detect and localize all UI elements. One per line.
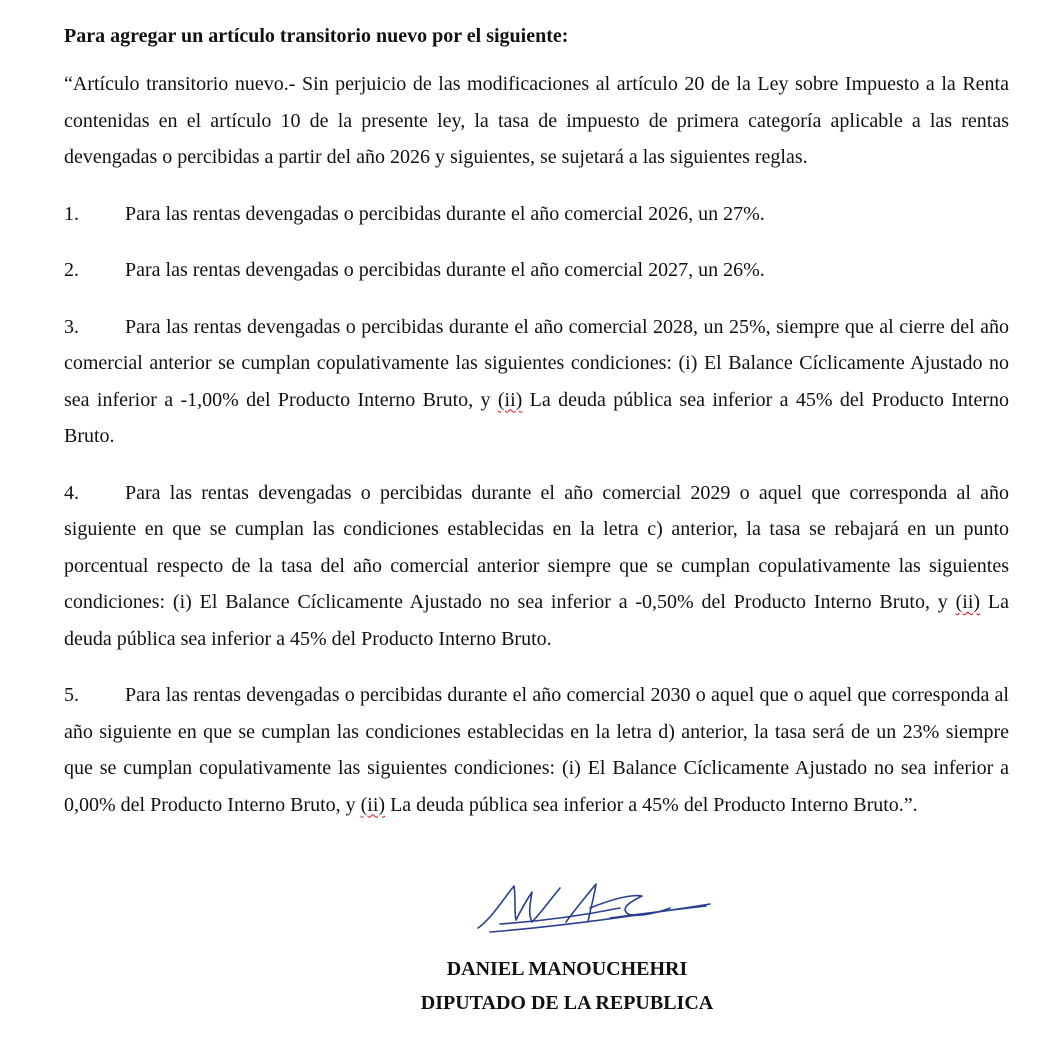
intro-paragraph: “Artículo transitorio nuevo.- Sin perjuicio de las modificaciones al artículo 20 de la Ley sobre Impuesto a la Renta contenidas en el artículo 10 de la presente ley, la tasa de impuesto de primera categoría aplicable a las rentas devengadas o percibidas a partir del año 2026 y siguientes, se sujetará a las siguientes reglas. bbox=[64, 73, 1009, 168]
document-heading: Para agregar un artículo transitorio nuevo por el siguiente: bbox=[64, 25, 569, 47]
rule-text-part-a: Para las rentas devengadas o percibidas durante el año comercial 2029 o aquel que corresponda al año siguiente en que se cumplan las condiciones establecidas en la letra c) anterior, la tasa se rebajará en un punto porcentual respecto de la tasa del año comercial anterior siempre que se cumplan copulativamente las siguientes condiciones: (i) El Balance Cíclicamente Ajustado no sea inferior a -0,50% del Producto Interno Bruto, y bbox=[64, 481, 1009, 613]
rule-number: 5. bbox=[64, 684, 79, 706]
spellcheck-marked-text: (ii) bbox=[360, 793, 386, 816]
rule-number: 3. bbox=[64, 315, 79, 338]
rule-item-3 bbox=[64, 309, 1009, 455]
rule-item-1 bbox=[64, 196, 1009, 233]
rule-text-part-b: La deuda pública sea inferior a 45% del Producto Interno Bruto. bbox=[64, 388, 1009, 447]
rule-item-2 bbox=[64, 252, 1009, 289]
rule-text: Para las rentas devengadas o percibidas durante el año comercial 2027, un 26%. bbox=[125, 259, 765, 281]
signature-block bbox=[0, 952, 1064, 1020]
signature-drawing bbox=[470, 878, 720, 948]
rule-text-part-a: Para las rentas devengadas o percibidas durante el año comercial 2030 o aquel que o aquel que corresponda al año siguiente en que se cumplan las condiciones establecidas en la letra d) anterior, la tasa será de un 23% siempre que se cumplan copulativamente las siguientes condiciones: (i) El Balance Cíclicamente Ajustado no sea inferior a 0,00% del Producto Interno Bruto, y bbox=[64, 684, 1009, 816]
rule-number: 2. bbox=[64, 259, 79, 281]
spellcheck-marked-text: (ii) bbox=[955, 591, 981, 613]
signer-name: DANIEL MANOUCHEHRI bbox=[446, 958, 688, 980]
rule-text-part-b: La deuda pública sea inferior a 45% del Producto Interno Bruto. bbox=[64, 591, 1009, 650]
handwritten-signature bbox=[470, 878, 720, 948]
rule-number: 1. bbox=[64, 202, 79, 225]
spellcheck-marked-text: (ii) bbox=[497, 388, 523, 411]
document-body bbox=[64, 18, 1009, 843]
rule-text-part-b: La deuda pública sea inferior a 45% del Producto Interno Bruto.”. bbox=[385, 793, 918, 816]
rule-number: 4. bbox=[64, 481, 79, 504]
rule-item-4 bbox=[64, 475, 1009, 658]
rule-text-part-a: Para las rentas devengadas o percibidas durante el año comercial 2028, un 25%, siempre que al cierre del año comercial anterior se cumplan copulativamente las siguientes condiciones: (i) El Balance Cíclicamente Ajustado no sea inferior a -1,00% del Producto Interno Bruto, y bbox=[64, 315, 1009, 411]
signer-title: DIPUTADO DE LA REPUBLICA bbox=[420, 992, 714, 1014]
rule-text: Para las rentas devengadas o percibidas durante el año comercial 2026, un 27%. bbox=[125, 202, 765, 225]
rule-item-5 bbox=[64, 677, 1009, 823]
